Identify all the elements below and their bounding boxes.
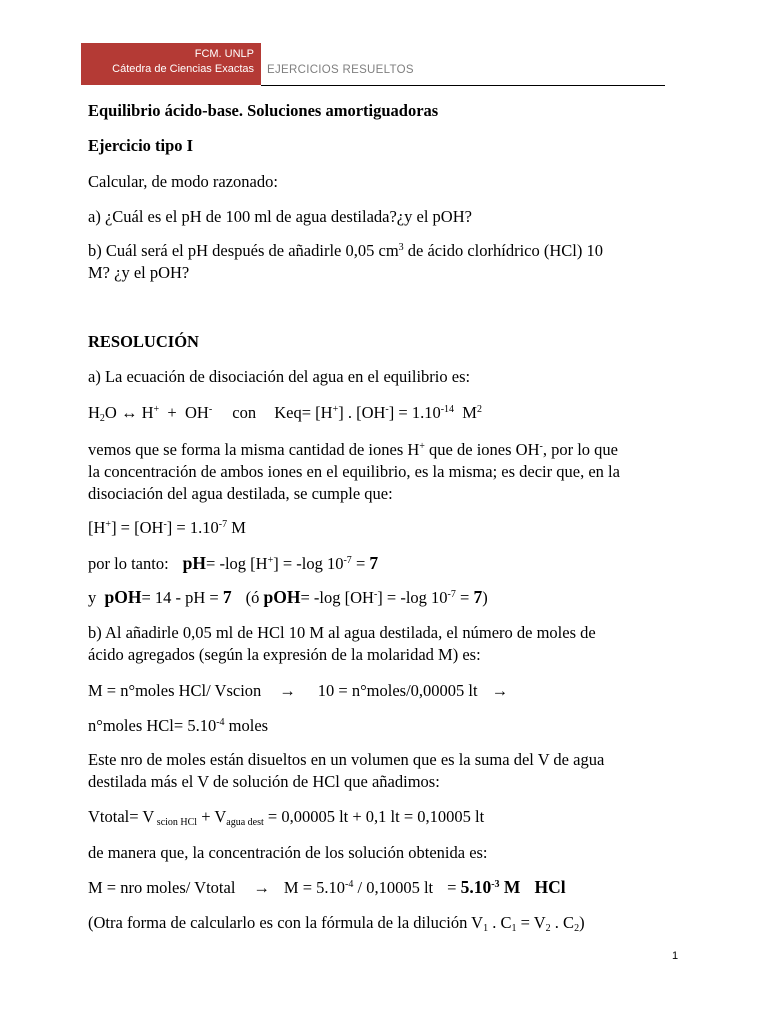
page-number: 1 (672, 950, 679, 962)
q-b-pre: b) Cuál será el pH después de añadirle 0,05 cm (88, 241, 399, 260)
ph-sup1: + (267, 555, 274, 566)
question-b-line2: M? ¿y el pOH? (88, 263, 190, 282)
header-badge (81, 43, 261, 85)
para1-pre: vemos que se forma la misma cantidad de iones H (88, 440, 420, 459)
dil-e: ) (579, 913, 585, 932)
para1-line1 (88, 440, 618, 460)
arrow-right-icon: → (491, 681, 509, 700)
conc-b: ] = [OH (111, 518, 164, 537)
eq-con: con (232, 403, 257, 422)
question-b-line1 (88, 241, 603, 261)
eq-exp: -14 (440, 404, 455, 415)
poh-line (88, 587, 488, 608)
prompt-text: Calcular, de modo razonado: (88, 172, 278, 191)
q-b-post: de ácido clorhídrico (HCl) 10 (403, 241, 603, 260)
para1-line2: la concentración de ambos iones en el equilibrio, es la misma; es decir que, en la (88, 462, 620, 481)
eq-keq-plus: + (332, 404, 339, 415)
ph-sup2: -7 (343, 555, 352, 566)
dil-s3: 2 (545, 923, 551, 934)
poh-f: ) (482, 588, 488, 607)
fin-eq: = (447, 878, 457, 897)
vtotal-line (88, 807, 484, 827)
poh-value2: 7 (473, 587, 483, 607)
poh-label2: pOH (263, 587, 301, 607)
mol-a: M = n°moles HCl/ Vscion (88, 681, 262, 700)
poh-sup2: -7 (447, 589, 456, 600)
arrow-right-icon: → (253, 878, 270, 897)
eq-plus-sup: + (153, 404, 160, 415)
poh-sup1: - (373, 589, 378, 600)
ph-a: = -log [H (206, 554, 268, 573)
poh-value1: 7 (222, 587, 232, 607)
eq-o: O (104, 403, 117, 422)
eq-keq-minus: - (385, 404, 389, 415)
vt-a: Vtotal= V (88, 807, 155, 826)
eq-mid: ] . [OH (338, 403, 386, 422)
poh-label: pOH (104, 587, 142, 607)
moles-b: moles (224, 716, 269, 735)
poh-a: = 14 - pH = (141, 588, 223, 607)
para1-mid: que de iones OH (424, 440, 540, 459)
para1-post: , por lo que (542, 440, 618, 459)
para1-sup2: - (539, 441, 543, 452)
conc-a: [H (88, 518, 106, 537)
vt-sub2: agua dest (226, 817, 264, 828)
moles-sup: -4 (216, 717, 225, 728)
moles-a: n°moles HCl= 5.10 (88, 716, 217, 735)
dil-s2: 1 (511, 923, 517, 934)
conc-sup1: + (105, 519, 112, 530)
arrow-right-icon: → (279, 681, 296, 700)
header-section-label: EJERCICIOS RESUELTOS (267, 64, 414, 76)
eq-sub-2: 2 (99, 413, 105, 424)
page-title: Equilibrio ácido-base. Soluciones amortiguadoras (88, 101, 439, 120)
conc-c: ] = 1.10 (166, 518, 219, 537)
dil-b: . C (488, 913, 512, 932)
moles-line (88, 716, 268, 736)
resolution-heading: RESOLUCIÓN (88, 332, 199, 351)
poh-e: = (455, 588, 474, 607)
eq-keq: Keq= [H (274, 403, 333, 422)
header-divider (261, 85, 665, 86)
fin-a: M = nro moles/ Vtotal (88, 878, 236, 897)
poh-d: ] = -log 10 (377, 588, 448, 607)
fin-result: 5.10 (460, 877, 492, 897)
ph-value: 7 (369, 553, 379, 573)
vt-c: = 0,00005 lt + 0,1 lt = 0,10005 lt (263, 807, 485, 826)
exercise-heading: Ejercicio tipo I (88, 136, 194, 155)
dil-d: . C (550, 913, 575, 932)
conc-sup3: -7 (218, 519, 228, 530)
poh-y: y (88, 588, 97, 607)
header-org-line1: FCM. UNLP (194, 48, 254, 60)
eq-value: ] = 1.10 (388, 403, 441, 422)
conc-d: M (227, 518, 246, 537)
eq-h: H (88, 403, 100, 422)
question-a: a) ¿Cuál es el pH de 100 ml de agua destilada?¿y el pOH? (88, 207, 472, 226)
part-b-line1: b) Al añadirle 0,05 ml de HCl 10 M al agua destilada, el número de moles de (88, 623, 596, 642)
vt-b: + V (197, 807, 227, 826)
fin-result-unit: M (499, 877, 521, 897)
ph-b: ] = -log 10 (273, 554, 344, 573)
fin-sup1: -4 (345, 879, 354, 890)
conc-sup2: - (163, 519, 167, 530)
dil-a: (Otra forma de calcularlo es con la fórmula de la dilución V (88, 913, 484, 932)
para1-line3: disociación del agua destilada, se cumple que: (88, 484, 393, 503)
eq-plus: + (167, 403, 177, 422)
para2-line1: Este nro de moles están disueltos en un volumen que es la suma del V de agua (88, 750, 605, 769)
dilution-line (88, 913, 585, 933)
fin-result-sup: -3 (491, 879, 500, 890)
fin-c: / 0,10005 lt (353, 878, 434, 897)
dissociation-equation (88, 403, 482, 423)
part-a-intro: a) La ecuación de disociación del agua en el equilibrio es: (88, 367, 471, 386)
vt-sub1: scion HCl (154, 817, 198, 828)
eq-unit-sup: 2 (476, 404, 482, 415)
eq-hplus: H (141, 403, 154, 422)
dil-c: = V (516, 913, 546, 932)
mol-b: 10 = n°moles/0,00005 lt (317, 681, 478, 700)
ph-label: pH (182, 553, 207, 573)
part-b-line2: ácido agregados (según la expresión de la molaridad M) es: (88, 645, 481, 664)
para2-line2: destilada más el V de solución de HCl que añadimos: (88, 772, 440, 791)
molarity-equation (88, 681, 508, 701)
para1-sup1: + (419, 441, 425, 452)
ph-line (88, 553, 378, 574)
dil-s1: 1 (483, 923, 489, 934)
ph-c: = (351, 554, 370, 573)
concentration-equation (88, 518, 246, 538)
concentration-intro: de manera que, la concentración de los solución obtenida es: (88, 843, 488, 862)
eq-minus-sup: - (208, 404, 213, 415)
poh-c: = -log [OH (300, 588, 374, 607)
q-b-sup: 3 (398, 242, 404, 253)
fin-result-species: HCl (534, 877, 566, 897)
equilibrium-arrow-icon: ↔ (120, 403, 138, 422)
ph-pre: por lo tanto: (88, 554, 169, 573)
fin-b: M = 5.10 (283, 878, 346, 897)
header-org-line2: Cátedra de Ciencias Exactas (112, 63, 254, 75)
final-equation (88, 877, 566, 898)
poh-b: (ó (245, 588, 264, 607)
eq-unit: M (462, 403, 477, 422)
dil-s4: 2 (574, 923, 580, 934)
eq-oh: OH (184, 403, 209, 422)
